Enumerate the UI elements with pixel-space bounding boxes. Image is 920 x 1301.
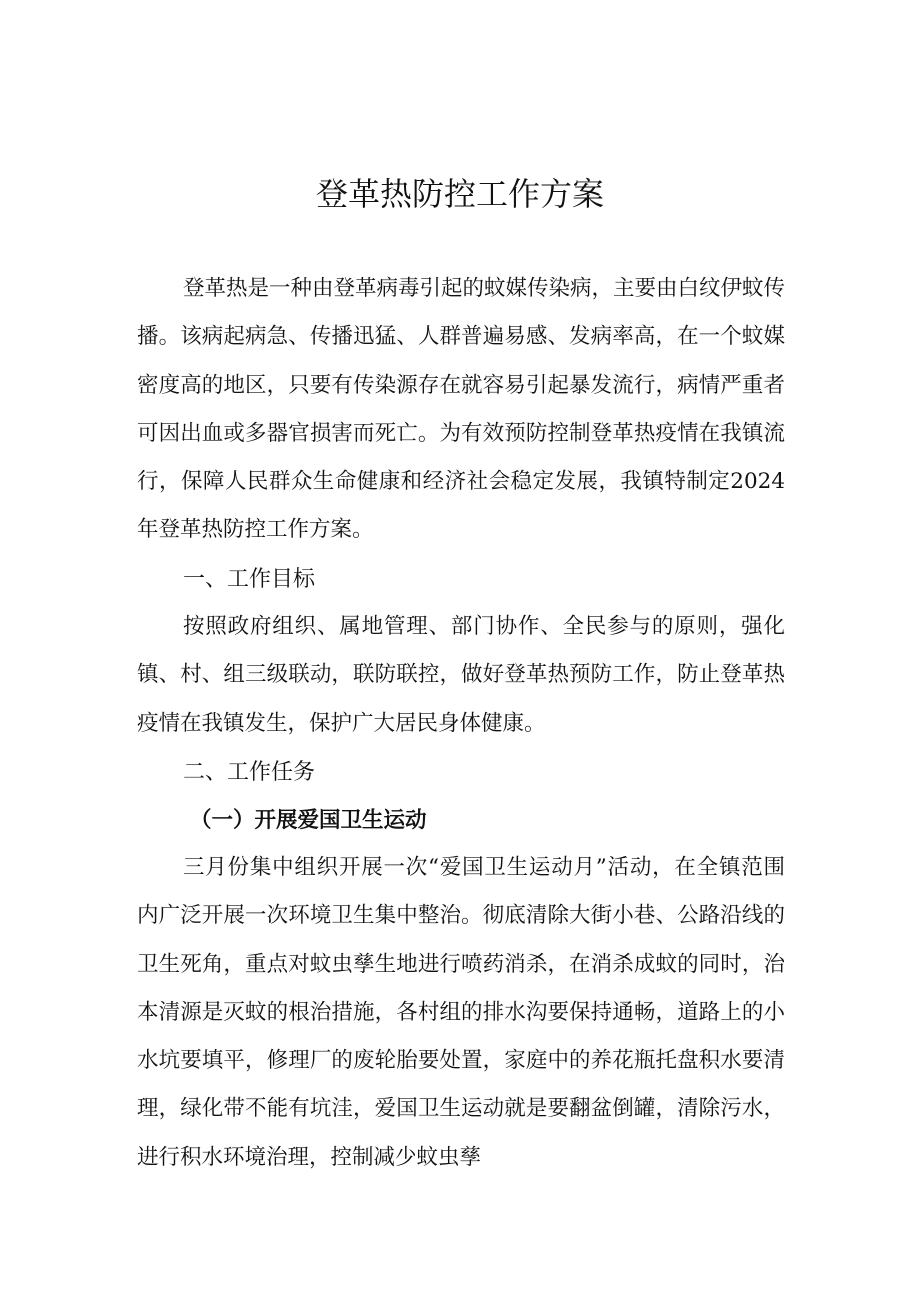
intro-paragraph-text: 登革热是一种由登革病毒引起的蚊媒传染病，主要由白纹伊蚊传播。该病起病急、传播迅猛、人群普遍易感、发病率高，在一个蚊媒密度高的地区，只要有传染源存在就容易引起暴发流行，病情严重者可因出血或多器官损害而死亡。为有效预防控制登革热疫情在我镇流行，保障人民群众生命健康和经济社会稳定发展，我镇特制定2024年登革热防控工作方案。 (137, 276, 786, 543)
goal-paragraph-text: 按照政府组织、属地管理、部门协作、全民参与的原则，强化镇、村、组三级联动，联防联控，做好登革热预防工作，防止登革热疫情在我镇发生，保护广大居民身体健康。 (137, 614, 785, 736)
section-heading-tasks: 二、工作任务 (183, 760, 316, 785)
patriotic-hygiene-paragraph (137, 844, 785, 1182)
subsection-heading-patriotic-hygiene: （一）开展爱国卫生运动 (190, 808, 427, 833)
patriotic-hygiene-paragraph-text: 三月份集中组织开展一次“爱国卫生运动月”活动，在全镇范围内广泛开展一次环境卫生集中整治。彻底清除大街小巷、公路沿线的卫生死角，重点对蚊虫孳生地进行喷药消杀，在消杀成蚊的同时，治本清源是灭蚊的根治措施，各村组的排水沟要保持通畅，道路上的小水坑要填平，修理厂的废轮胎要处置，家庭中的养花瓶托盘积水要清理，绿化带不能有坑洼，爱国卫生运动就是要翻盆倒罐，清除污水，进行积水环境治理，控制减少蚊虫孳 (137, 855, 785, 1170)
intro-paragraph (137, 265, 785, 555)
section-heading-goal: 一、工作目标 (183, 567, 316, 592)
document-title: 登革热防控工作方案 (315, 175, 604, 213)
goal-paragraph (137, 603, 785, 748)
